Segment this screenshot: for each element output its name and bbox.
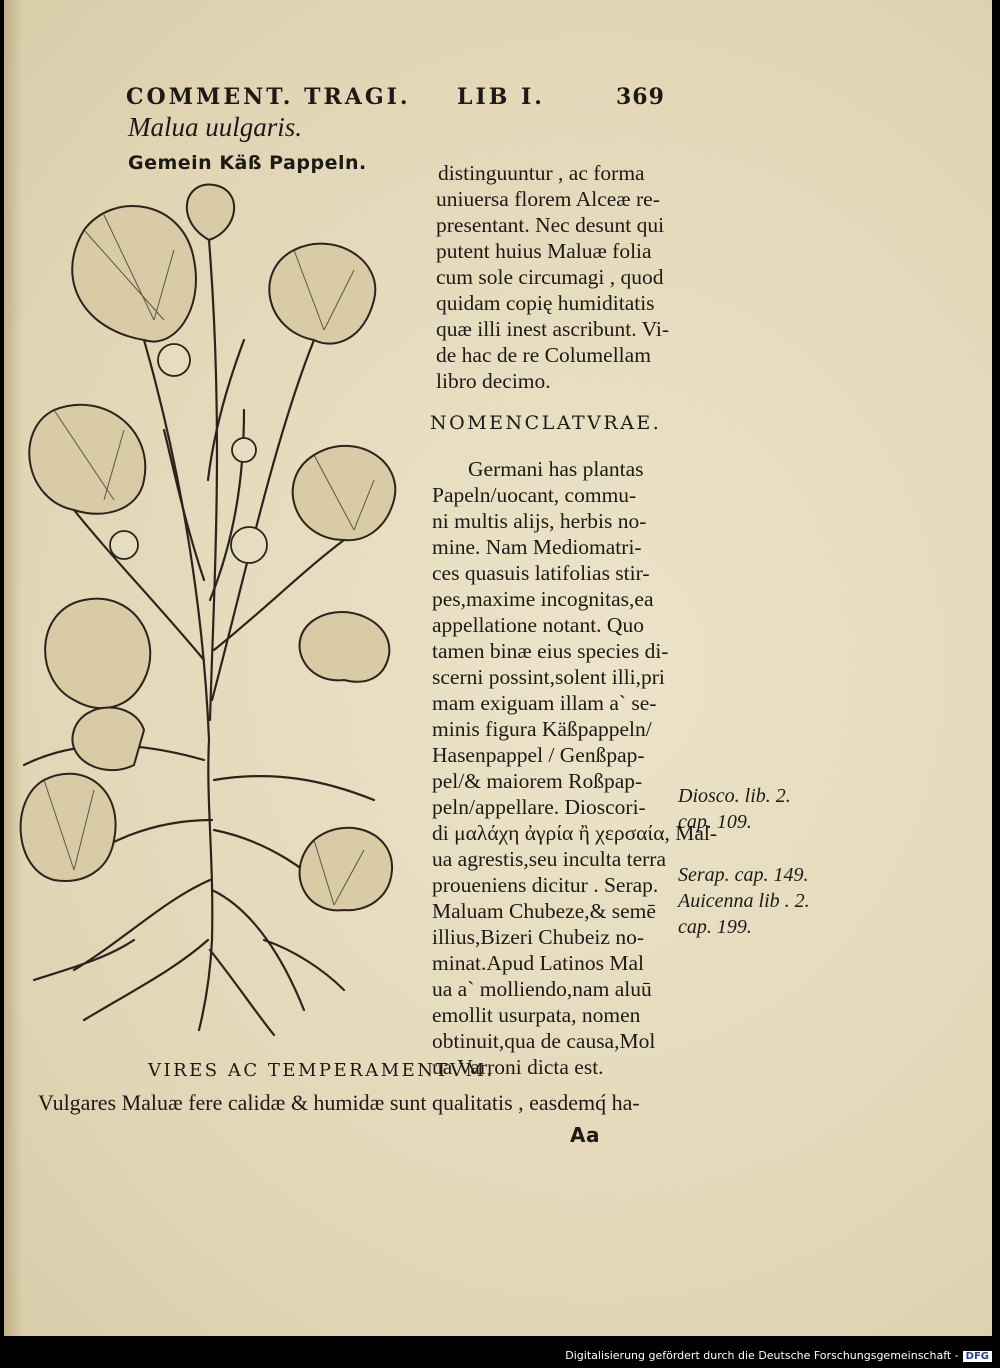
final-text-line: Vulgares Maluæ fere calidæ & humidæ sunt qualitatis , easdemq́ ha- <box>38 1090 640 1115</box>
text-line: putent huius Maluæ folia <box>436 239 652 263</box>
text-line: proueniens dicitur . Serap. <box>432 873 659 897</box>
plant-latin-name: Malua uulgaris. <box>128 112 303 142</box>
text-line: cum sole circumagi , quod <box>436 265 664 289</box>
text-line: tamen binæ eius species di- <box>432 639 669 663</box>
margin-note: cap. 109. <box>678 811 752 833</box>
text-line: quidam copię humiditatis <box>436 291 655 315</box>
text-line: peln/appellare. Dioscori- <box>432 795 646 819</box>
text-line: de hac de re Columellam <box>436 343 651 367</box>
text-line: illius,Bizeri Chubeiz no- <box>432 925 644 949</box>
text-line: presentant. Nec desunt qui <box>436 213 665 237</box>
section-heading-vires: VIRES AC TEMPERAMENTVM. <box>148 1060 495 1081</box>
text-line: pel/& maiorem Roßpap- <box>432 769 643 793</box>
book-number: LIB I. <box>457 84 545 110</box>
text-line: Germani has plantas <box>468 457 644 481</box>
page-number: 369 <box>616 84 665 110</box>
text-line: distinguuntur , ac forma <box>438 161 645 185</box>
text-line: quæ illi inest ascribunt. Vi- <box>436 317 670 341</box>
text-line: ua Varroni dicta est. <box>432 1055 604 1079</box>
dfg-logo: DFG <box>963 1351 992 1362</box>
catchword: Aa <box>570 1123 600 1147</box>
text-line: minat.Apud Latinos Mal <box>432 951 644 975</box>
text-line: libro decimo. <box>436 369 551 393</box>
text-line: appellatione notant. Quo <box>432 613 644 637</box>
digitization-credit <box>565 1349 992 1362</box>
text-line: ua agrestis,seu inculta terra <box>432 847 667 871</box>
text-line: emollit usurpata, nomen <box>432 1003 641 1027</box>
text-line: uniuersa florem Alceæ re- <box>436 187 660 211</box>
credit-text: Digitalisierung gefördert durch die Deutsche Forschungsgemeinschaft - <box>565 1349 959 1362</box>
margin-note: Diosco. lib. 2. <box>678 785 791 807</box>
text-line: ni multis alijs, herbis no- <box>432 509 647 533</box>
margin-note: cap. 199. <box>678 916 752 938</box>
text-line: Maluam Chubeze,& semē <box>432 899 656 923</box>
text-line: minis figura Käßpappeln/ <box>432 717 652 741</box>
plant-german-name: Gemein Käß Pappeln. <box>128 152 367 174</box>
book-page <box>4 0 992 1336</box>
running-title: COMMENT. TRAGI. <box>126 84 411 110</box>
text-line: ua a` molliendo,nam aluū <box>432 977 652 1001</box>
margin-note: Serap. cap. 149. <box>678 864 809 886</box>
text-line: ces quasuis latifolias stir- <box>432 561 650 585</box>
text-line: mine. Nam Mediomatri- <box>432 535 642 559</box>
text-line: pes,maxime incognitas,ea <box>432 587 654 611</box>
text-line: Papeln/uocant, commu- <box>432 483 637 507</box>
text-line: di μαλάχη ἀγρία ἢ χερσαία, Mal- <box>432 821 718 845</box>
text-line: scerni possint,solent illi,pri <box>432 665 665 689</box>
text-line: Hasenpappel / Genßpap- <box>432 743 645 767</box>
text-line: obtinuit,qua de causa,Mol <box>432 1029 656 1053</box>
section-heading-nomenclatura: NOMENCLATVRAE. <box>430 412 662 434</box>
margin-note: Auicenna lib . 2. <box>678 890 810 912</box>
mallow-plant-woodcut-illustration <box>14 180 414 1040</box>
text-line: mam exiguam illam a` se- <box>432 691 657 715</box>
